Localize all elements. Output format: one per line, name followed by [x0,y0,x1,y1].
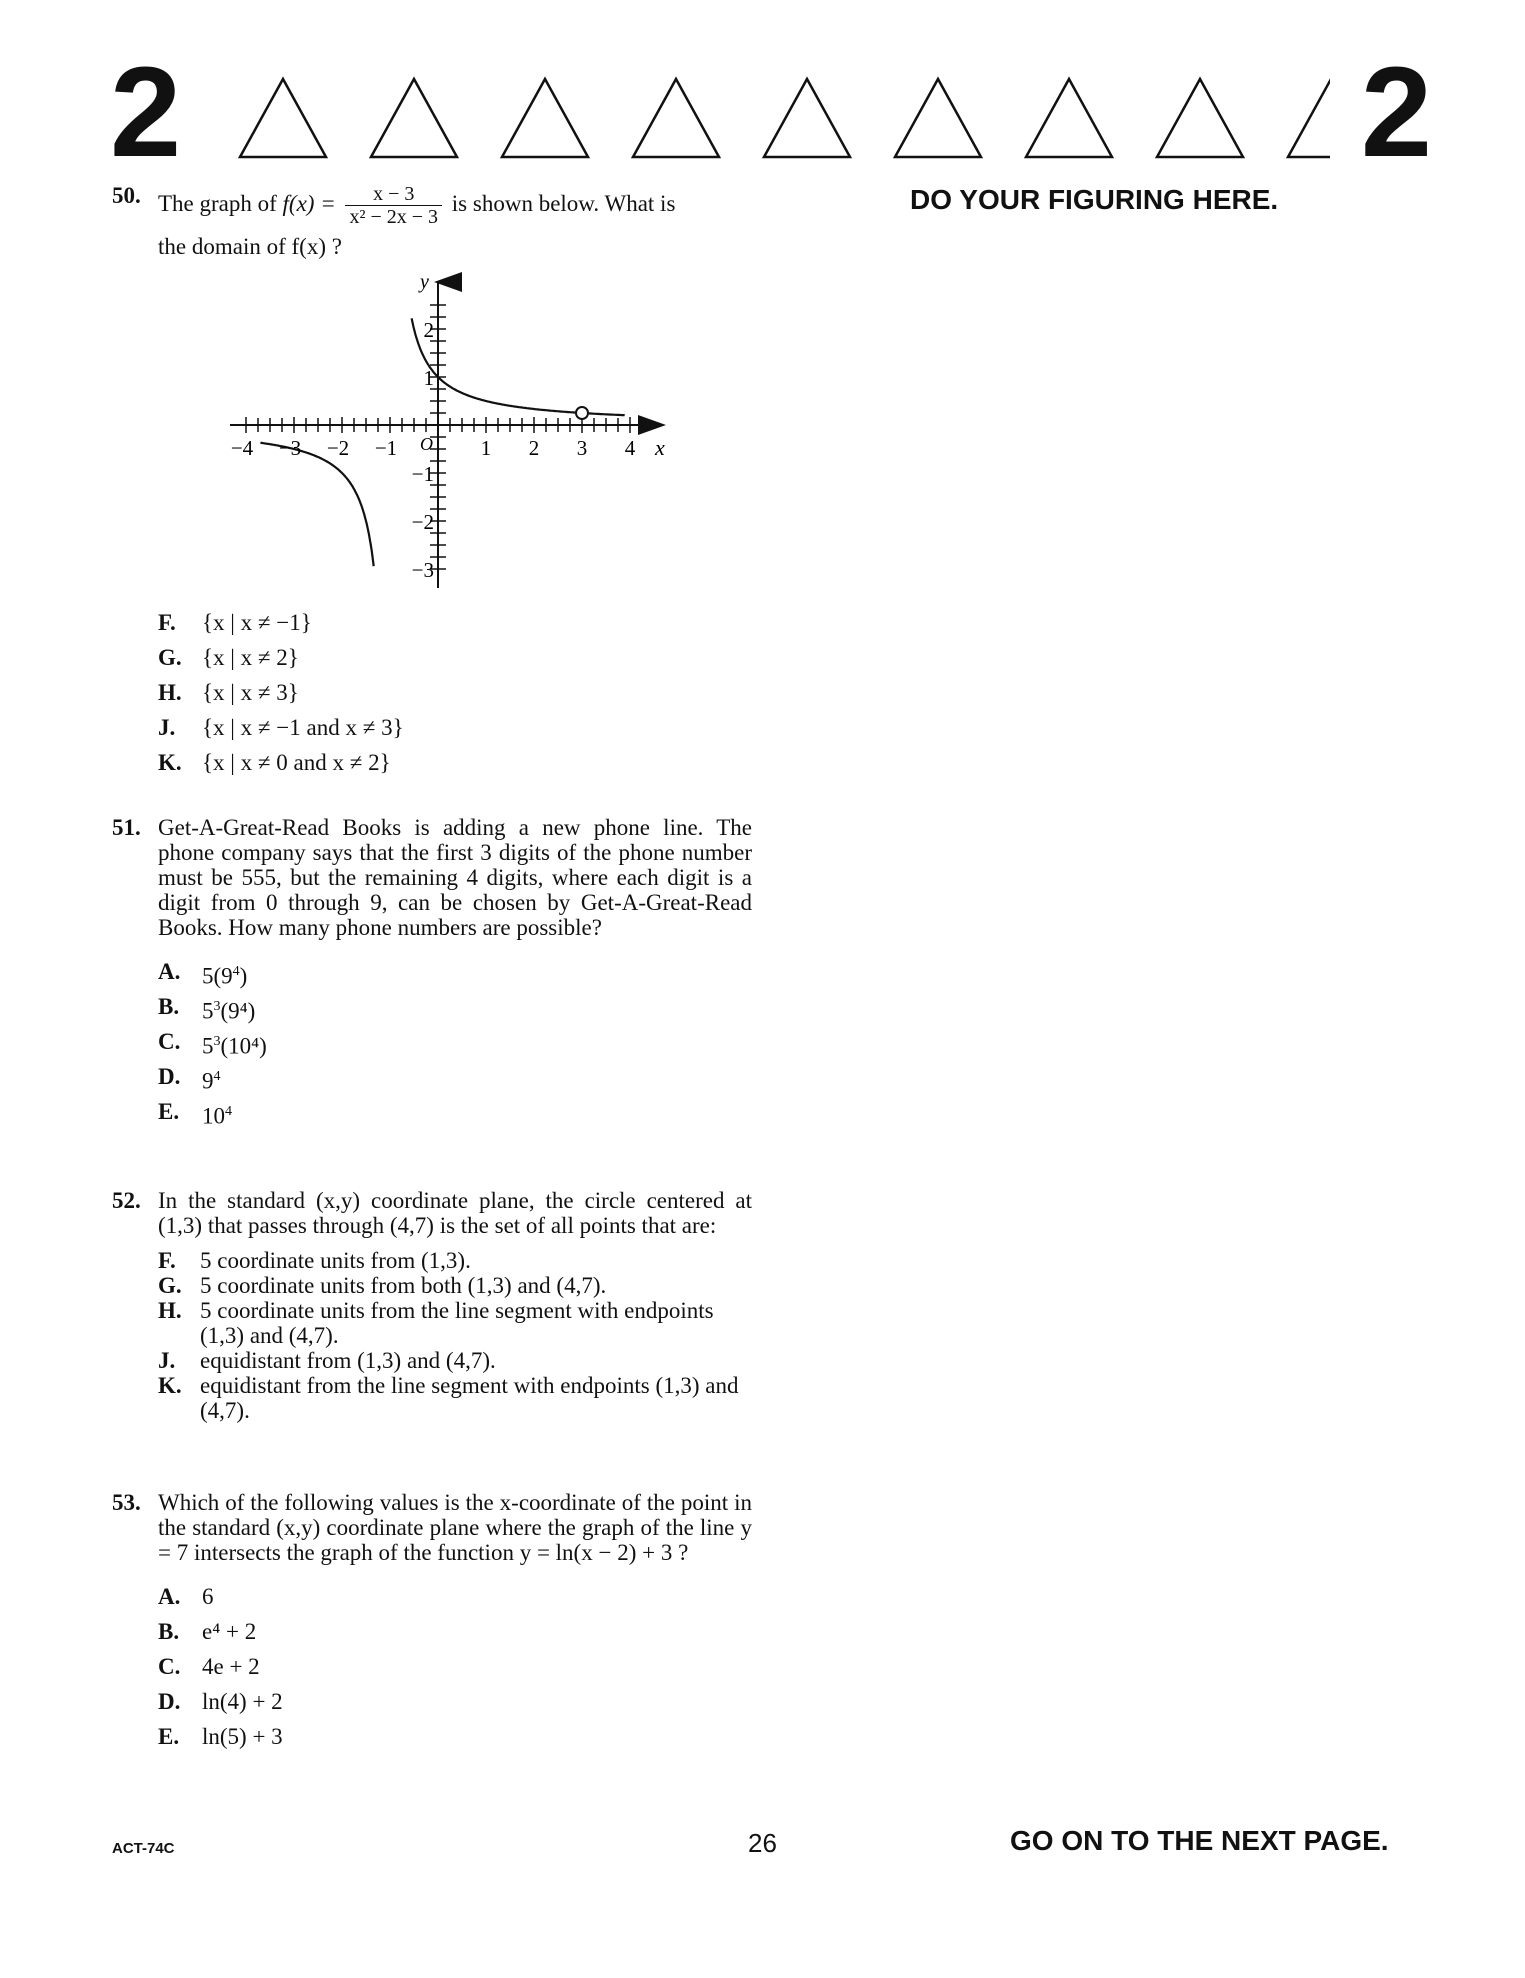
choice-text: $5^3(9^4)$ [202,998,256,1024]
section-number-left: 2 [110,41,180,184]
triangle-icon [895,79,981,157]
choice-label: A. [158,1584,181,1609]
answer-choice[interactable] [158,1298,752,1348]
form-code: ACT-74C [112,1840,175,1857]
y-axis-label: y [420,271,429,293]
question-number: 52. [112,1188,141,1213]
choice-text: {x | x ≠ 0 and x ≠ 2} [202,750,391,775]
origin-label: O [420,434,433,454]
question-51 [112,815,752,1129]
choice-label: D. [158,1064,181,1089]
hole-marker [576,407,588,419]
choice-label: C. [158,1654,181,1679]
choice-label: G. [158,1273,182,1298]
question-number: 51. [112,815,141,840]
choice-text: $5(9^4)$ [202,963,248,989]
question-number: 50. [112,183,141,208]
function-graph [220,270,690,600]
choice-text: {x | x ≠ −1} [202,610,312,635]
curve-left-branch [260,443,373,566]
choice-text: {x | x ≠ −1 and x ≠ 3} [202,715,404,740]
choice-text: 5 coordinate units from (1,3). [200,1248,471,1273]
choice-text: 5 coordinate units from both (1,3) and (4,7). [200,1273,607,1298]
answer-choice[interactable] [158,1649,752,1684]
y-tick-label: −3 [411,558,434,582]
choice-label: K. [158,1373,182,1398]
choice-label: A. [158,959,181,984]
triangle-icon [633,79,719,157]
fraction-numerator: x − 3 [345,183,442,206]
question-number: 53. [112,1490,141,1515]
choice-label: B. [158,1619,180,1644]
choice-text: e⁴ + 2 [202,1619,257,1644]
x-tick-label: 4 [624,436,636,460]
question-50 [112,183,752,259]
section-number-right: 2 [1360,41,1430,184]
question-53 [112,1490,752,1754]
question-text: In the standard (x,y) coordinate plane, the circle centered at (1,3) that passes through (4,7) is the set of all points that are: [158,1188,752,1238]
choice-label: H. [158,680,182,705]
triangle-icon [1288,79,1330,157]
question-52 [112,1188,752,1423]
answer-choice[interactable] [158,605,752,640]
answer-choice[interactable] [158,989,752,1024]
triangle-row [210,73,1330,163]
answer-choice[interactable] [158,1024,752,1059]
answer-choice[interactable] [158,954,752,989]
choice-text: $9^4$ [202,1068,221,1094]
choice-label: F. [158,610,176,635]
x-axis-label: x [655,435,665,460]
triangle-icon [240,79,326,157]
choice-label: K. [158,750,182,775]
section-header [110,41,1430,184]
answer-choice[interactable] [158,1579,752,1614]
answer-choice[interactable] [158,1094,752,1129]
choice-text: 6 [202,1584,214,1609]
choice-text: equidistant from (1,3) and (4,7). [200,1348,496,1373]
choice-text: $10^4$ [202,1103,232,1129]
answer-choice[interactable] [158,1684,752,1719]
triangle-icon [1157,79,1243,157]
choice-label: J. [158,1348,176,1373]
fraction [345,183,442,228]
choice-label: J. [158,715,176,740]
answer-choice[interactable] [158,710,752,745]
choice-label: E. [158,1099,180,1124]
answer-choice[interactable] [158,1373,752,1423]
next-page-label: GO ON TO THE NEXT PAGE. [1010,1825,1389,1856]
choice-label: B. [158,994,180,1019]
answer-choice[interactable] [158,1273,752,1298]
page-number: 26 [748,1828,777,1858]
y-tick-label: 1 [423,366,434,390]
choice-text: 4e + 2 [202,1654,260,1679]
choice-text: {x | x ≠ 2} [202,645,299,670]
choice-text: {x | x ≠ 3} [202,680,299,705]
triangle-icon [1026,79,1112,157]
figuring-label: DO YOUR FIGURING HERE. [910,184,1279,215]
question-text: The graph of f(x) = $\frac{x - 3}{\text{x² − 2x − 3}}$ is shown below. What is the domain of f(x) ? [158,183,676,259]
answer-choice[interactable] [158,1059,752,1094]
y-tick-label: 2 [423,318,434,342]
choice-label: D. [158,1689,181,1714]
answer-choice[interactable] [158,745,752,780]
x-tick-label: −2 [326,436,350,460]
triangle-icon [764,79,850,157]
choice-label: G. [158,645,182,670]
answer-choice[interactable] [158,1248,752,1273]
question-text: Get-A-Great-Read Books is adding a new phone line. The phone company says that the first 3 digits of the phone number must be 555, but the remaining 4 digits, where each digit is a digit from 0 through 9, can be chosen by Get-A-Great-Read Books. How many phone numbers are possible? [158,815,752,940]
y-tick-label: −1 [411,462,434,486]
answer-choice[interactable] [158,1348,752,1373]
y-tick-label: −2 [411,510,434,534]
question-text: Which of the following values is the x-coordinate of the point in the standard (x,y) coordinate plane where the graph of the line y = 7 intersects the graph of the function y = ln(x − 2) + 3 ? [158,1490,752,1565]
answer-choice[interactable] [158,1719,752,1754]
choice-text: ln(5) + 3 [202,1724,283,1749]
answer-choice[interactable] [158,640,752,675]
choice-text: ln(4) + 2 [202,1689,283,1714]
x-tick-label: 2 [528,436,540,460]
question-50-choices [112,605,752,780]
triangle-icon [502,79,588,157]
x-tick-label: −3 [278,436,302,460]
choice-label: H. [158,1298,182,1323]
choice-label: F. [158,1248,176,1273]
choice-text: 5 coordinate units from the line segment with endpoints (1,3) and (4,7). [200,1298,714,1348]
choice-label: C. [158,1029,181,1054]
x-tick-label: −4 [230,436,254,460]
choice-text: $5^3(10^4)$ [202,1033,267,1059]
triangle-icon [371,79,457,157]
answer-choice[interactable] [158,675,752,710]
choice-text: equidistant from the line segment with endpoints (1,3) and (4,7). [200,1373,739,1423]
answer-choice[interactable] [158,1614,752,1649]
fraction-denominator: x² − 2x − 3 [349,206,439,228]
x-tick-label: −1 [374,436,398,460]
choice-label: E. [158,1724,180,1749]
x-tick-label: 3 [576,436,588,460]
x-tick-label: 1 [480,436,492,460]
